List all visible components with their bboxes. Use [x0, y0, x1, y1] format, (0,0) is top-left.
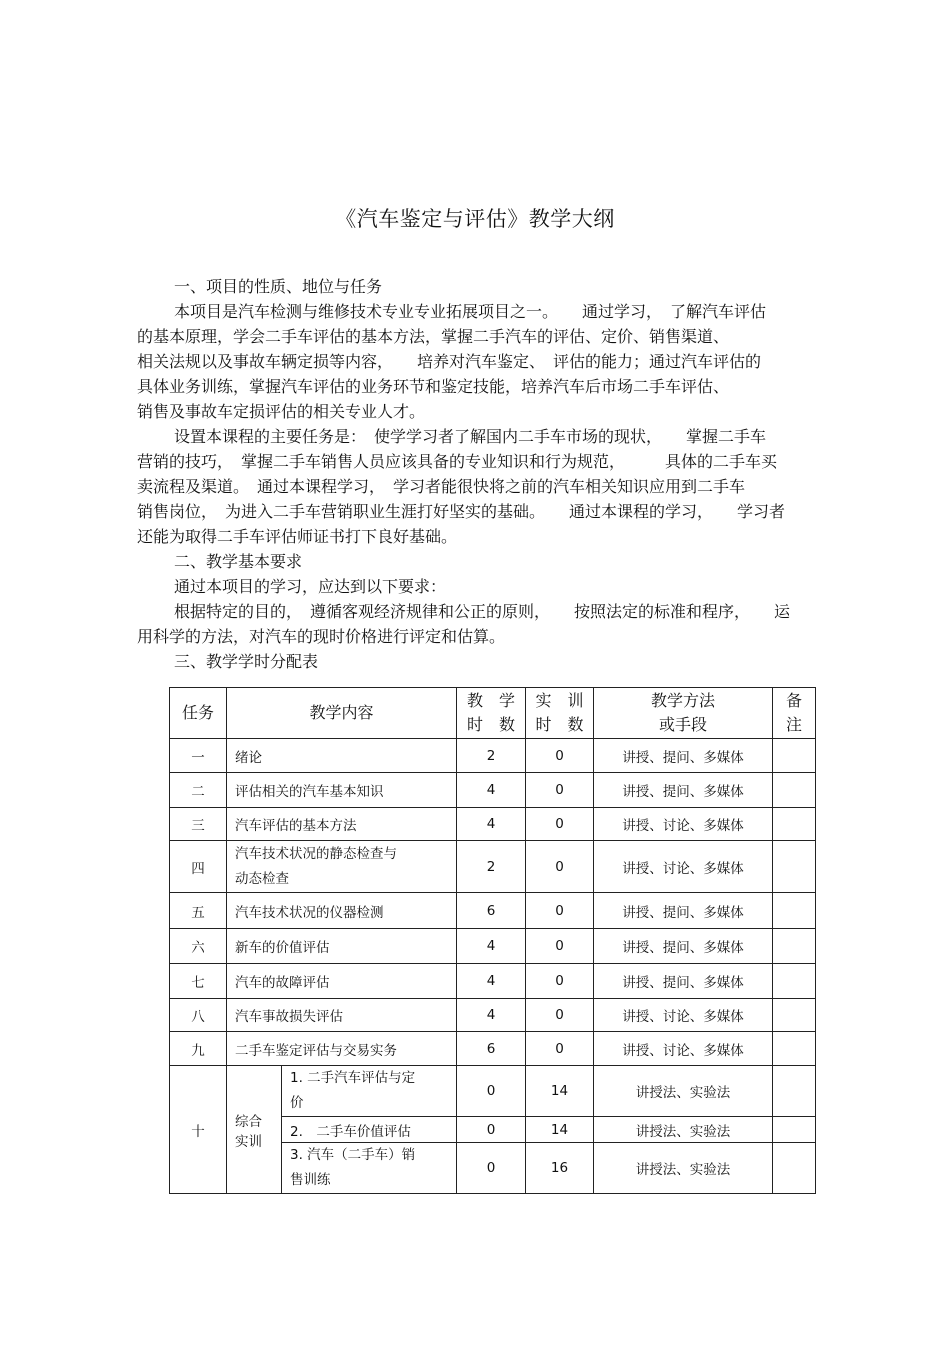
method-cell: 讲授、提问、多媒体 [594, 773, 773, 808]
note-cell [773, 1143, 816, 1194]
note-cell [773, 1117, 816, 1143]
paragraph-2-line-3: 卖流程及渠道。 通过本课程学习， 学习者能很快将之前的汽车相关知识应用到二手车 [137, 477, 746, 496]
train-hours-cell: 0 [526, 893, 594, 929]
train-hours-cell: 0 [526, 808, 594, 841]
table-row [170, 773, 816, 808]
header-content: 教学内容 [227, 688, 457, 739]
table-row [170, 893, 816, 929]
content-cell: 2. 二手车价值评估 [282, 1117, 457, 1143]
task-cell: 四 [170, 841, 227, 893]
teach-hours-cell: 4 [457, 808, 526, 841]
teach-hours-cell: 4 [457, 773, 526, 808]
paragraph-2-line-2: 营销的技巧， 掌握二手车销售人员应该具备的专业知识和行为规范， 具体的二手车买 [137, 452, 778, 471]
method-cell: 讲授、提问、多媒体 [594, 929, 773, 964]
task-cell: 六 [170, 929, 227, 964]
table-row [170, 999, 816, 1032]
method-cell: 讲授、提问、多媒体 [594, 964, 773, 999]
table-row [170, 841, 816, 893]
train-hours-cell: 0 [526, 929, 594, 964]
table-row [170, 1032, 816, 1066]
section-2-heading: 二、教学基本要求 [174, 552, 303, 571]
paragraph-1-line-3: 相关法规以及事故车辆定损等内容， 培养对汽车鉴定、 评估的能力；通过汽车评估的 [137, 352, 762, 371]
content-cell: 评估相关的汽车基本知识 [227, 773, 457, 808]
note-cell [773, 1032, 816, 1066]
note-cell [773, 893, 816, 929]
paragraph-1-line-1: 本项目是汽车检测与维修技术专业专业拓展项目之一。 通过学习， 了解汽车评估 [174, 302, 767, 321]
teach-hours-cell: 4 [457, 964, 526, 999]
paragraph-2-line-1: 设置本课程的主要任务是： 使学学习者了解国内二手车市场的现状， 掌握二手车 [174, 427, 767, 446]
task-cell: 一 [170, 739, 227, 773]
table-row [170, 808, 816, 841]
train-hours-cell: 0 [526, 999, 594, 1032]
train-hours-cell: 0 [526, 1032, 594, 1066]
note-cell [773, 999, 816, 1032]
content-cell: 二手车鉴定评估与交易实务 [227, 1032, 457, 1066]
header-teach-hours: 教 学 时 数 [457, 688, 526, 739]
teach-hours-cell: 0 [457, 1143, 526, 1194]
method-cell: 讲授、讨论、多媒体 [594, 808, 773, 841]
train-hours-cell: 0 [526, 964, 594, 999]
note-cell [773, 739, 816, 773]
content-cell: 汽车技术状况的静态检查与 动态检查 [227, 841, 457, 893]
task-cell: 十 [170, 1066, 227, 1194]
paragraph-2-line-4: 销售岗位， 为进入二手车营销职业生涯打好坚实的基础。 通过本课程的学习， 学习者 [137, 502, 786, 521]
method-cell: 讲授、讨论、多媒体 [594, 841, 773, 893]
train-hours-cell: 16 [526, 1143, 594, 1194]
hours-allocation-table [169, 687, 816, 1194]
teach-hours-cell: 4 [457, 999, 526, 1032]
paragraph-1-line-4: 具体业务训练，掌握汽车评估的业务环节和鉴定技能，培养汽车后市场二手车评估、 [137, 377, 730, 396]
task-cell: 七 [170, 964, 227, 999]
content-cell: 1. 二手汽车评估与定 价 [282, 1066, 457, 1117]
task-cell: 三 [170, 808, 227, 841]
table-row [170, 964, 816, 999]
group-cell: 综合 实训 [227, 1066, 282, 1194]
content-cell: 3. 汽车（二手车）销 售训练 [282, 1143, 457, 1194]
teach-hours-cell: 2 [457, 841, 526, 893]
teach-hours-cell: 6 [457, 1032, 526, 1066]
note-cell [773, 808, 816, 841]
method-cell: 讲授、讨论、多媒体 [594, 999, 773, 1032]
train-hours-cell: 0 [526, 739, 594, 773]
teach-hours-cell: 2 [457, 739, 526, 773]
method-cell: 讲授、提问、多媒体 [594, 739, 773, 773]
header-method: 教学方法 或手段 [594, 688, 773, 739]
note-cell [773, 773, 816, 808]
content-cell: 新车的价值评估 [227, 929, 457, 964]
train-hours-cell: 14 [526, 1117, 594, 1143]
table-row [170, 739, 816, 773]
train-hours-cell: 0 [526, 841, 594, 893]
content-cell: 汽车评估的基本方法 [227, 808, 457, 841]
table-row [170, 1066, 816, 1117]
paragraph-1-line-2: 的基本原理，学会二手车评估的基本方法，掌握二手汽车的评估、定价、销售渠道、 [137, 327, 730, 346]
paragraph-4-line-1: 根据特定的目的， 遵循客观经济规律和公正的原则， 按照法定的标准和程序， 运 [174, 602, 791, 621]
note-cell [773, 929, 816, 964]
header-note: 备 注 [773, 688, 816, 739]
method-cell: 讲授法、实验法 [594, 1066, 773, 1117]
teach-hours-cell: 6 [457, 893, 526, 929]
note-cell [773, 841, 816, 893]
header-task: 任务 [170, 688, 227, 739]
content-cell: 汽车事故损失评估 [227, 999, 457, 1032]
task-cell: 八 [170, 999, 227, 1032]
paragraph-3: 通过本项目的学习，应达到以下要求： [174, 577, 447, 596]
paragraph-4-line-2: 用科学的方法，对汽车的现时价格进行评定和估算。 [137, 627, 506, 646]
note-cell [773, 1066, 816, 1117]
teach-hours-cell: 0 [457, 1117, 526, 1143]
table-row [170, 929, 816, 964]
method-cell: 讲授法、实验法 [594, 1117, 773, 1143]
train-hours-cell: 0 [526, 773, 594, 808]
content-cell: 汽车技术状况的仪器检测 [227, 893, 457, 929]
task-cell: 五 [170, 893, 227, 929]
method-cell: 讲授、讨论、多媒体 [594, 1032, 773, 1066]
content-cell: 绪论 [227, 739, 457, 773]
task-cell: 二 [170, 773, 227, 808]
train-hours-cell: 14 [526, 1066, 594, 1117]
method-cell: 讲授、提问、多媒体 [594, 893, 773, 929]
table-header-row [170, 688, 816, 739]
method-cell: 讲授法、实验法 [594, 1143, 773, 1194]
content-cell: 汽车的故障评估 [227, 964, 457, 999]
paragraph-2-line-5: 还能为取得二手车评估师证书打下良好基础。 [137, 527, 458, 546]
document-title: 《汽车鉴定与评估》教学大纲 [335, 207, 615, 231]
note-cell [773, 964, 816, 999]
section-1-heading: 一、项目的性质、地位与任务 [174, 277, 383, 296]
section-3-heading: 三、教学学时分配表 [174, 652, 319, 671]
header-train-hours: 实 训 时 数 [526, 688, 594, 739]
task-cell: 九 [170, 1032, 227, 1066]
teach-hours-cell: 4 [457, 929, 526, 964]
teach-hours-cell: 0 [457, 1066, 526, 1117]
paragraph-1-line-5: 销售及事故车定损评估的相关专业人才。 [137, 402, 426, 421]
